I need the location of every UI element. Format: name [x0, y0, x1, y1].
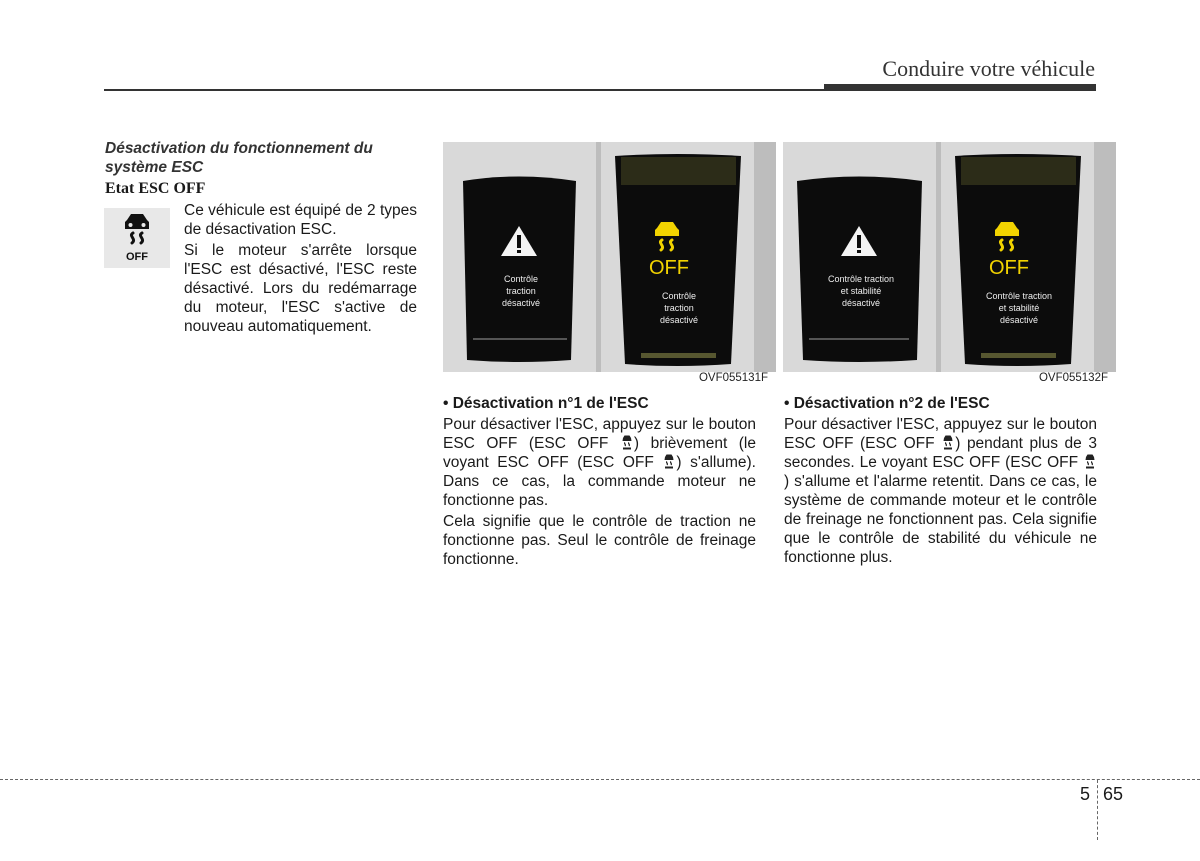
paragraph: Cela signifie que le contrôle de traction ne fonctionne pas. Seul le contrôle de freinage fonctionne.: [443, 513, 756, 568]
panel-indicator-on: [941, 142, 1094, 372]
chapter-title: Conduire votre véhicule: [882, 56, 1095, 81]
off-indicator-text: OFF: [989, 257, 1029, 279]
panel-indicator-on: [601, 142, 754, 372]
section-subheading: Etat ESC OFF: [105, 180, 206, 197]
figure-code: OVF055132F: [1038, 372, 1108, 384]
chapter-number: 5: [1080, 784, 1091, 804]
figure-code: OVF055131F: [698, 372, 768, 384]
text-run: ) pendant plus de 3 secondes. Le voyant ESC OFF (ESC OFF: [784, 435, 1097, 471]
panel-label-line: traction: [664, 303, 694, 313]
panel-warning-off: [783, 142, 936, 372]
panel-label-line: traction: [506, 286, 536, 296]
panel-label-line: désactivé: [999, 315, 1039, 325]
esc-off-icon: [620, 434, 634, 451]
paragraph: Si le moteur s'arrête lorsque l'ESC est désactivé, l'ESC reste désactivé. Lors du redémarrage du moteur, l'ESC s'active de nouveau automatiquement.: [184, 242, 417, 335]
text-run: ) s'allume). Dans ce cas, la commande moteur ne fonctionne pas.: [443, 454, 756, 509]
panel-label-line: Contrôle: [661, 291, 697, 301]
figure-esc-off-2: [783, 142, 1116, 384]
text-run: ) s'allume et l'alarme retentit. Dans ce cas, le système de commande moteur et le contrôle de freinage ne fonctionnent pas. Cela signifie que le contrôle de stabilité du véhicule ne fonctionne plus.: [784, 473, 1097, 566]
paragraph: [784, 415, 1097, 567]
panel-warning-off: [443, 142, 596, 372]
header-rule: [104, 89, 824, 91]
section-title: • Désactivation n°2 de l'ESC: [784, 395, 990, 412]
esc-off-icon: [1083, 453, 1097, 470]
panel-label-line: désactivé: [659, 315, 699, 325]
panel-label-line: Contrôle traction: [827, 274, 895, 284]
footer-divider: [1097, 780, 1098, 840]
text-run: ) brièvement (le voyant ESC OFF (ESC OFF: [443, 435, 756, 471]
esc-off-icon-label: OFF: [126, 251, 148, 263]
esc-off-icon: [662, 453, 676, 470]
off-indicator-text: OFF: [649, 257, 689, 279]
panel-label-line: et stabilité: [998, 303, 1040, 313]
panel-label-line: Contrôle traction: [985, 291, 1053, 301]
section-1: [443, 394, 756, 571]
left-body-text: [184, 201, 417, 338]
section-title: • Désactivation n°1 de l'ESC: [443, 395, 649, 412]
footer-rule: [0, 779, 1200, 780]
paragraph: Ce véhicule est équipé de 2 types de désactivation ESC.: [184, 202, 417, 238]
paragraph: [443, 415, 756, 510]
panel-label-line: désactivé: [841, 298, 881, 308]
text-run: Pour désactiver l'ESC, appuyez sur le bouton ESC OFF (ESC OFF: [443, 416, 756, 452]
text-run: Pour désactiver l'ESC, appuyez sur le bouton ESC OFF (ESC OFF: [784, 416, 1097, 452]
page-number: 65: [1103, 784, 1124, 804]
header-rule-accent: [824, 84, 1096, 91]
esc-off-icon: [104, 208, 170, 268]
section-heading: Désactivation du fonctionnement du système ESC: [105, 140, 373, 176]
esc-off-icon: [941, 434, 955, 451]
figure-esc-off-1: [443, 142, 776, 384]
panel-label-line: désactivé: [501, 298, 541, 308]
panel-label-line: Contrôle: [503, 274, 539, 284]
panel-label-line: et stabilité: [840, 286, 882, 296]
section-2: [784, 394, 1097, 569]
